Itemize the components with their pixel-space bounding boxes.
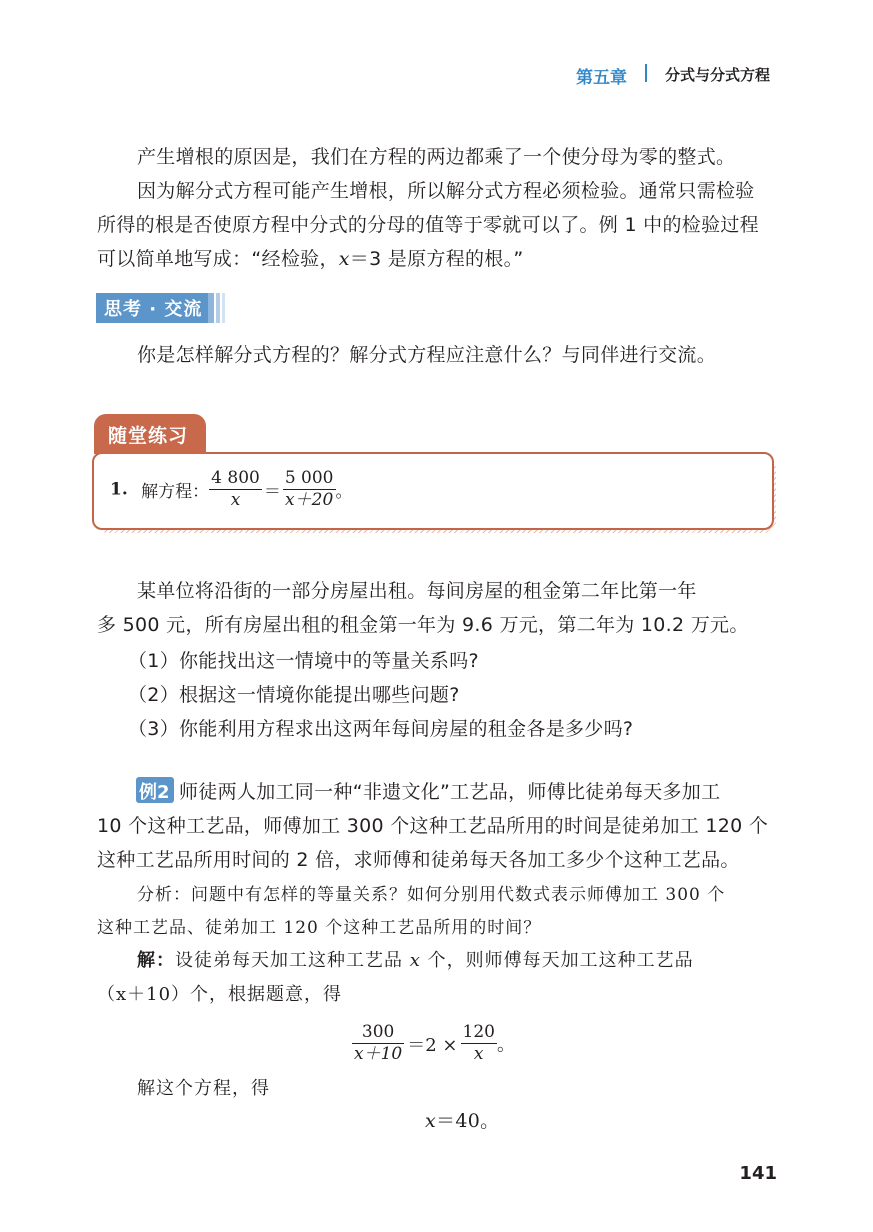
solution-line-1 [137, 947, 694, 975]
equals-sign: ＝ [263, 482, 281, 502]
solution-line-2: （x＋10）个，根据题意，得 [97, 984, 343, 1005]
result-line [425, 1107, 499, 1135]
intro-paragraph-2-line-2: 所得的根是否使原方程中分式的分母的值等于零就可以了。例 1 中的检验过程 [97, 214, 759, 236]
chapter-title: 分式与分式方程 [665, 66, 771, 84]
intro-paragraph-2-line-3 [97, 245, 524, 273]
fraction-lhs [352, 1022, 404, 1065]
fraction-numerator: 5 000 [284, 468, 334, 488]
fraction-denominator: x＋10 [354, 1044, 403, 1064]
fraction-numerator: 4 800 [211, 468, 260, 488]
intro-paragraph-1: 产生增根的原因是，我们在方程的两边都乘了一个使分母为零的整式。 [137, 146, 736, 168]
fraction-rhs [283, 468, 336, 511]
intro-paragraph-2-line-1: 因为解分式方程可能产生增根，所以解分式方程必须检验。通常只需检验 [137, 180, 755, 202]
think-discuss-text: 你是怎样解分式方程的？解分式方程应注意什么？与同伴进行交流。 [137, 344, 717, 366]
scenario-question-1: （1）你能找出这一情境中的等量关系吗? [128, 650, 479, 672]
text-fragment: ＝3 是原方程的根。” [349, 248, 524, 270]
think-discuss-label: 思考 · 交流 [104, 299, 203, 320]
fraction-numerator: 300 [352, 1022, 404, 1044]
scenario-question-2: （2）根据这一情境你能提出哪些问题? [128, 684, 460, 706]
fraction-denominator: x [473, 1044, 484, 1064]
example-line-3: 这种工艺品所用时间的 2 倍，求师傅和徒弟每天各加工多少个这种工艺品。 [97, 849, 740, 871]
analysis-line-1: 分析：问题中有怎样的等量关系？如何分别用代数式表示师傅加工 300 个 [137, 885, 726, 905]
tag-stripe [222, 293, 225, 323]
fraction-rhs [461, 1022, 497, 1065]
scenario-line-1: 某单位将沿街的一部分房屋出租。每间房屋的租金第二年比第一年 [137, 580, 697, 602]
equation [352, 1022, 515, 1065]
chapter-label: 第五章 [576, 68, 627, 88]
page-number: 141 [739, 1163, 777, 1184]
header-separator [645, 64, 647, 82]
text-fragment: 可以简单地写成：“经检验， [97, 248, 339, 270]
scenario-line-2: 多 500 元，所有房屋出租的租金第一年为 9.6 万元，第二年为 10.2 万元。 [97, 614, 749, 636]
practice-tab-label: 随堂练习 [108, 425, 189, 447]
variable-x: x [425, 1110, 437, 1132]
practice-item-number: 1. [110, 479, 128, 500]
practice-item-1 [110, 468, 353, 511]
result-value: ＝40。 [436, 1110, 500, 1132]
practice-prompt: 解方程： [141, 482, 210, 502]
tag-stripe [208, 293, 214, 323]
practice-box [92, 452, 774, 530]
example-tag-label: 例2 [139, 782, 170, 803]
think-discuss-tag [96, 293, 228, 323]
equals-times: ＝2 × [407, 1034, 458, 1056]
fraction-denominator: x [230, 490, 241, 510]
fraction-denominator: x＋20 [285, 490, 334, 510]
fraction-lhs [209, 468, 262, 511]
example-line-2: 10 个这种工艺品，师傅加工 300 个这种工艺品所用的时间是徒弟加工 120 个 [97, 815, 769, 837]
practice-tab [94, 414, 206, 454]
tag-stripe [216, 293, 220, 323]
solve-line: 解这个方程，得 [137, 1078, 270, 1099]
period: 。 [335, 482, 353, 502]
solution-label: 解： [137, 950, 175, 971]
period: 。 [496, 1034, 515, 1056]
variable-x: x [409, 950, 421, 971]
text-fragment: 设徒弟每天加工这种工艺品 [175, 950, 410, 971]
example-tag [136, 777, 174, 803]
variable-x: x [338, 248, 350, 270]
fraction-numerator: 120 [462, 1022, 495, 1042]
text-fragment: 个，则师傅每天加工这种工艺品 [420, 950, 694, 971]
example-line-1: 师徒两人加工同一种“非遗文化”工艺品，师傅比徒弟每天多加工 [179, 781, 721, 803]
analysis-line-2: 这种工艺品、徒弟加工 120 个这种工艺品所用的时间？ [97, 918, 542, 938]
scenario-question-3: （3）你能利用方程求出这两年每间房屋的租金各是多少吗? [128, 718, 634, 740]
